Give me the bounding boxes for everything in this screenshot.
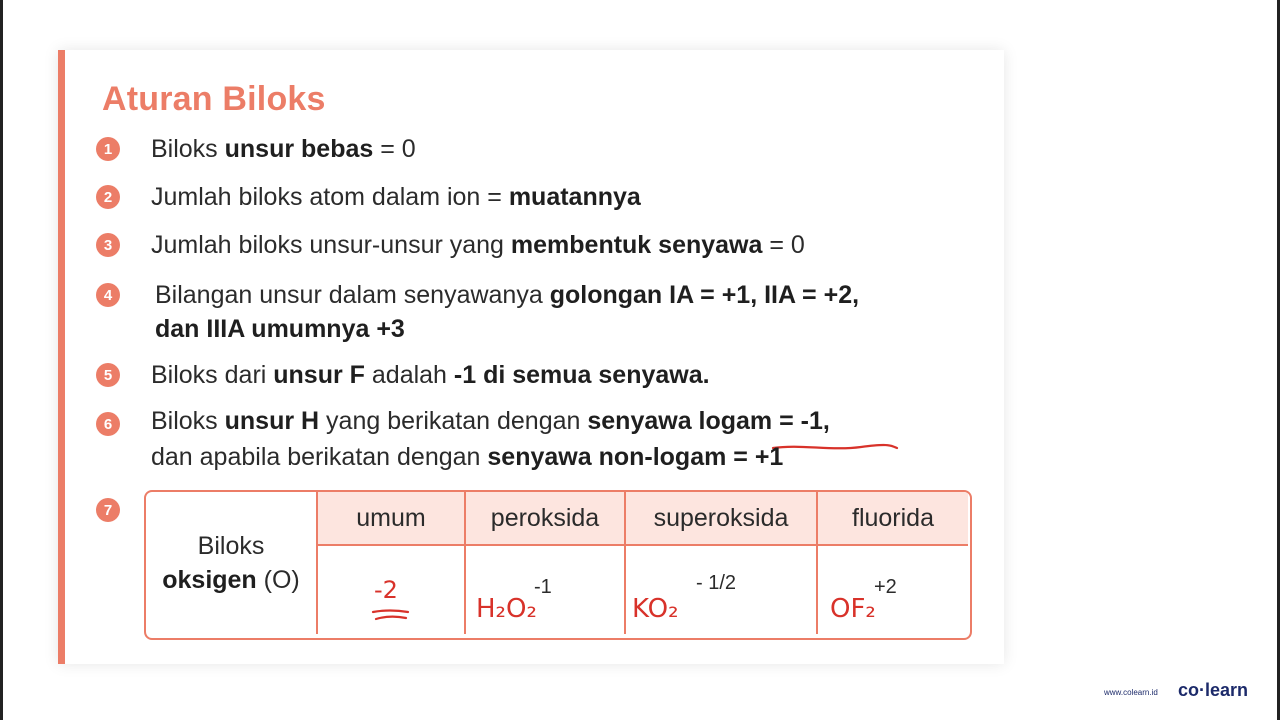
rule-text-bold: senyawa logam (587, 407, 773, 435)
rules-card (58, 50, 1004, 664)
rule-text-line-1 (151, 404, 830, 438)
rule-text (151, 132, 416, 166)
handwritten-formula: KO₂ (632, 594, 679, 624)
rule-number-badge: 2 (96, 185, 120, 209)
rule-text-part: Biloks (151, 135, 225, 163)
rule-1 (96, 132, 976, 166)
rule-number-badge: 1 (96, 137, 120, 161)
handwritten-underline-mark (771, 442, 899, 452)
rule-text-bold: dan IIIA umumnya +3 (155, 315, 405, 343)
handwritten-formula: H₂O₂ (476, 594, 537, 624)
rule-text-bold: IA = +1, IIA = +2, (662, 281, 860, 309)
table-cell-peroksida (466, 546, 626, 634)
table-label-cell (146, 492, 318, 634)
oxidation-number: +2 (874, 576, 897, 598)
rule-text-line-2 (151, 440, 783, 474)
rule-text-bold: senyawa non-logam (487, 443, 727, 471)
rule-text-part: = 0 (762, 231, 805, 259)
table-header-superoksida: superoksida (626, 492, 818, 546)
rule-text (151, 228, 805, 262)
oxidation-number: - 1/2 (696, 572, 737, 594)
table-label-line-2 (162, 563, 300, 597)
table-header-peroksida: peroksida (466, 492, 626, 546)
rule-number-badge: 6 (96, 412, 120, 436)
rule-text (151, 358, 710, 392)
rule-text-part: Biloks dari (151, 361, 274, 389)
watermark-url: www.colearn.id (1104, 688, 1158, 697)
rule-text-part: dan apabila berikatan dengan (151, 443, 488, 471)
table-label-line-1: Biloks (197, 532, 265, 560)
rule-number-badge: 3 (96, 233, 120, 257)
rule-text-part: Bilangan unsur dalam senyawanya (155, 281, 550, 309)
table-header-fluorida: fluorida (818, 492, 968, 546)
rule-number-badge: 5 (96, 363, 120, 387)
table-cell-fluorida (818, 546, 968, 634)
rule-text-part: = 0 (373, 135, 416, 163)
rule-text-bold: golongan (549, 281, 663, 309)
brand-logo: co·learn (1178, 680, 1249, 700)
table-label-rest: (O) (256, 566, 300, 594)
rule-4 (96, 278, 976, 348)
table-cell-superoksida (626, 546, 818, 634)
oxygen-oxidation-table (144, 490, 972, 640)
rule-3 (96, 228, 976, 262)
rule-text-part: adalah (364, 361, 454, 389)
rule-text (151, 180, 641, 214)
rule-text-bold: unsur F (273, 361, 365, 389)
rule-text-line-1 (155, 278, 859, 312)
card-accent-bar (58, 50, 65, 664)
rule-2 (96, 180, 976, 214)
table-label-bold: oksigen (162, 566, 257, 594)
rule-text-part: Jumlah biloks atom dalam ion = (151, 183, 509, 211)
handwritten-value: -2 (374, 576, 398, 604)
rule-text-part: Jumlah biloks unsur-unsur yang (151, 231, 511, 259)
left-frame-edge (0, 0, 3, 720)
rule-text-bold: -1 di semua senyawa. (453, 361, 710, 389)
handwritten-underline-mark (370, 608, 414, 622)
page-title: Aturan Biloks (102, 80, 326, 118)
rule-text-bold: unsur bebas (224, 135, 374, 163)
table-cell-umum (318, 546, 466, 634)
rule-text-bold: = -1, (772, 407, 830, 435)
rule-text-bold: unsur H (224, 407, 320, 435)
oxidation-number: -1 (534, 576, 552, 598)
rule-text-part: yang berikatan dengan (319, 407, 588, 435)
table-header-umum: umum (318, 492, 466, 546)
rule-5 (96, 358, 976, 392)
handwritten-formula: OF₂ (830, 594, 876, 624)
rule-number-badge: 4 (96, 283, 120, 307)
rule-text-part: Biloks (151, 407, 225, 435)
rule-number-badge: 7 (96, 498, 120, 522)
rule-text-line-2 (155, 312, 405, 346)
rule-6 (96, 404, 976, 476)
rule-text-bold: membentuk senyawa (510, 231, 763, 259)
rule-text-bold: muatannya (508, 183, 641, 211)
rule-text-bold: = +1 (726, 443, 784, 471)
